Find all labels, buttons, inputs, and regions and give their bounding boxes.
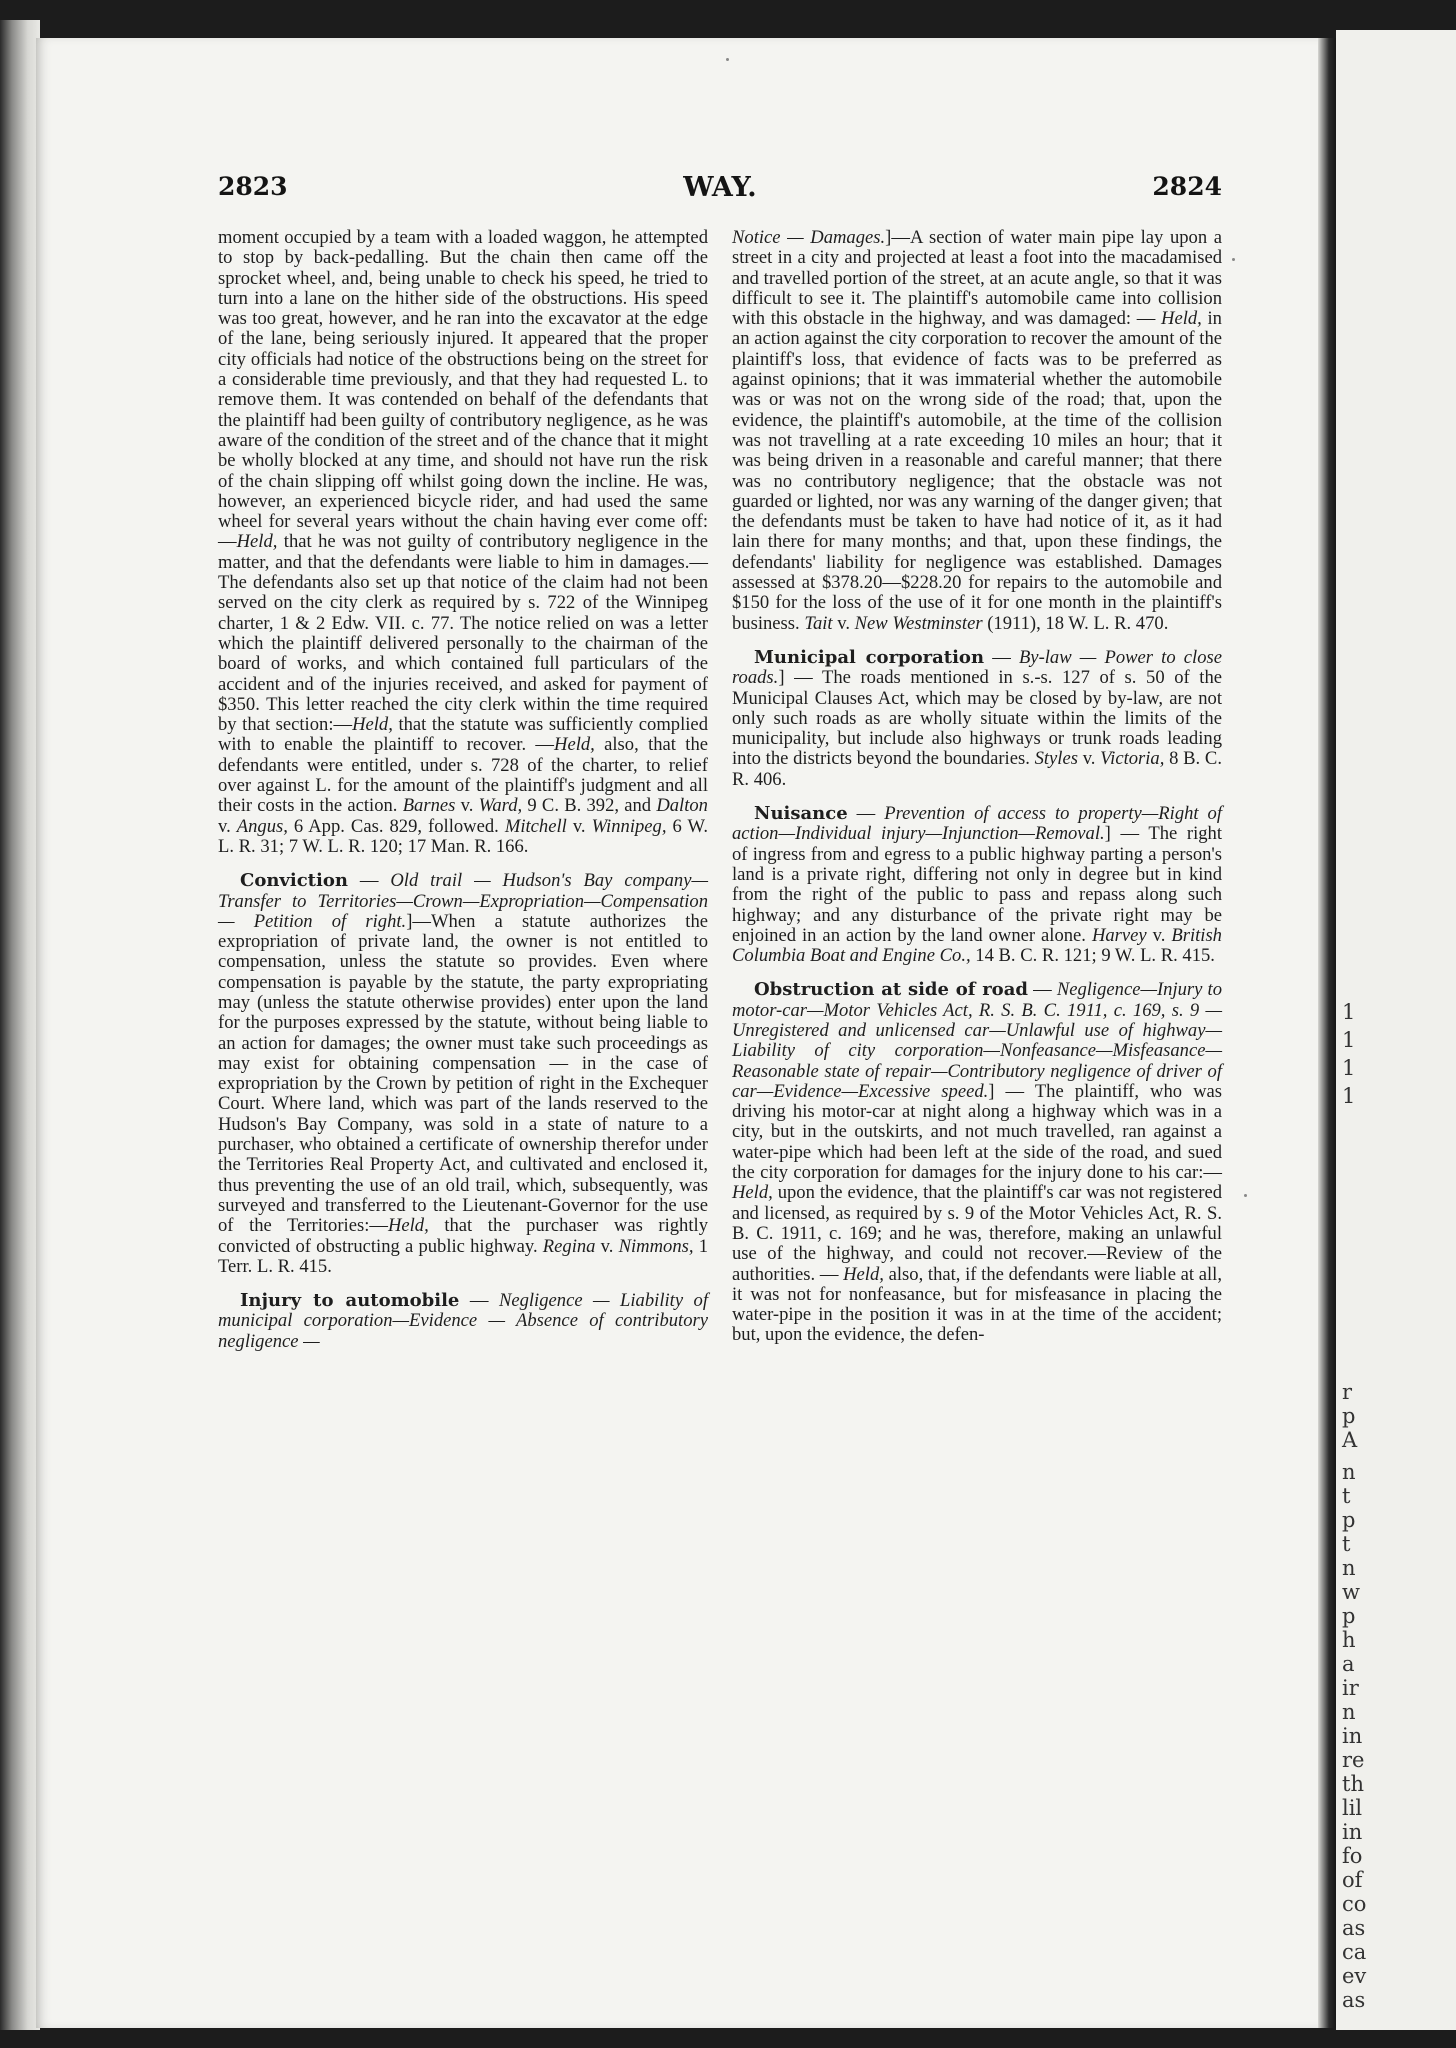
italic-run: Held,: [554, 734, 595, 756]
italic-run: Held,: [843, 1263, 884, 1285]
entry-conviction: [218, 871, 708, 1277]
text-run: —: [459, 1290, 499, 1312]
adjacent-page-text: w: [1342, 1580, 1360, 1604]
text-run: v.: [595, 1235, 619, 1257]
italic-run: New Westminster: [854, 612, 983, 634]
adjacent-page-text: p: [1342, 1604, 1356, 1628]
adjacent-page-text: re: [1342, 1748, 1365, 1772]
text-run: ]—When a statute authorizes the expropriation of private land, the owner is not entitled to compensation, unless the statute so provides. Even where compensation is payable by the statute, the party expropriating may (unless the statute otherwise provides) enter upon the land for the purposes expressed by the statute, without being liable to an action for damages; the owner must take such proceedings as may exist for obtaining compensation — in the case of expropriation by the Crown by petition of right in the Exchequer Court. Where land, which was part of the lands reserved to the Hudson's Bay Company, was sold in a state of nature to a purchaser, who obtained a certificate of ownership therefor under the Territories Real Property Act, and cultivated and enclosed it, thus preventing the use of an old trail, which, subsequently, was surveyed and transferred to the Lieutenant-Governor for the use of the Territories:—: [218, 910, 708, 1237]
italic-run: Negligence — Liability of municipal corporation—Evidence — Absence of contributory negligence —: [218, 1290, 709, 1352]
right-column: [732, 228, 1222, 1346]
italic-run: Held,: [1161, 308, 1202, 330]
italic-run: Prevention of access to property—Right of action—Individual injury—Injunction—Removal.: [732, 803, 1223, 845]
italic-run: Angus,: [236, 815, 288, 837]
text-run: v.: [566, 815, 592, 837]
italic-run: Tait: [804, 612, 833, 634]
text-run: —: [1027, 979, 1057, 1001]
text-run: 6 App. Cas. 829, followed.: [287, 815, 505, 837]
text-run: v.: [455, 795, 479, 817]
text-run: that he was not guilty of contributory negligence in the matter, and that the defendants were liable to him in damages.—The defendants also set up that notice of the claim had not been served on the city clerk as required by s. 722 of the Winnipeg charter, 1 & 2 Edw. VII. c. 77. The notice relied on was a letter which the plaintiff delivered personally to the chairman of the board of works, and which contained full particulars of the accident and of the injuries received, and asked for payment of $350. This letter reached the city clerk within the time required by that section:—: [218, 531, 708, 736]
adjacent-page-text: n: [1342, 1700, 1356, 1724]
entry-headword: Nuisance: [754, 803, 848, 825]
text-run: moment occupied by a team with a loaded waggon, he attempted to stop by back-pedalling. But the chain then came off the sprocket wheel, and, being unable to check his speed, he tried to turn into a lane on the hither side of the obstructions. His speed was too great, however, and he ran into the excavator at the edge of the lane, being seriously injured. It appeared that the proper city officials had notice of the obstructions being on the street for a considerable time previously, and that they had requested L. to remove them. It was contended on behalf of the defendants that the plaintiff had been guilty of contributory negligence, as he was aware of the condition of the street and of the chance that it might be wholly blocked at any time, and should not have run the risk of the chain slipping off whilst going down the incline. He was, however, an experienced bicycle rider, and had used the same wheel for several years without the chain having ever come off:—: [218, 227, 708, 553]
adjacent-page-text: as: [1342, 1916, 1366, 1940]
adjacent-page-text: n: [1342, 1556, 1356, 1580]
text-run: v.: [1146, 924, 1172, 946]
adjacent-page-text: r: [1342, 1380, 1353, 1404]
adjacent-page-text: th: [1342, 1772, 1364, 1796]
adjacent-page-text: p: [1342, 1404, 1356, 1428]
text-run: (1911), 18 W. L. R. 470.: [982, 612, 1169, 634]
italic-run: By-law — Power to close roads.: [732, 646, 1222, 689]
adjacent-page-text: 1: [1342, 1084, 1356, 1108]
adjacent-page-text: p: [1342, 1508, 1356, 1532]
text-run: 6 W. L. R. 31; 7 W. L. R. 120; 17 Man. R. 166.: [218, 815, 708, 857]
entry-obstruction-at-side-of-road: [732, 980, 1222, 1345]
adjacent-page-text: 1: [1342, 1000, 1356, 1024]
entry-headword: Injury to automobile: [240, 1290, 460, 1312]
italic-run: Harvey: [1091, 924, 1147, 946]
text-run: 9 C. B. 392, and: [522, 795, 657, 817]
text-run: v.: [218, 815, 237, 837]
adjacent-page-text: as: [1342, 1988, 1366, 2012]
adjacent-page-text: in: [1342, 1820, 1363, 1844]
italic-run: British Columbia Boat and Engine Co.,: [732, 924, 1222, 967]
italic-run: Held,: [352, 714, 393, 736]
text-run: v.: [1077, 748, 1101, 770]
left-page-edge: [0, 20, 40, 2030]
left-column: [218, 228, 708, 1352]
text-run: ] — The right of ingress from and egress to a public highway parting a person's land is a private right, differing not only in degree but in kind from the right of the public to pass and repass along such highway; and any disturbance of the private right may be enjoined in an action by the land owner alone.: [732, 823, 1222, 946]
adjacent-page-text: ir: [1342, 1676, 1359, 1700]
right-page-number: 2824: [1152, 172, 1222, 201]
italic-run: Old trail — Hudson's Bay company—Transfer to Territories—Crown—Expropriation—Compensation — Petition of right.: [218, 870, 708, 932]
adjacent-page-text: A: [1342, 1428, 1358, 1452]
text-run: 1 Terr. L. R. 415.: [218, 1235, 708, 1277]
italic-run: Regina: [542, 1235, 596, 1257]
italic-run: Ward,: [478, 795, 523, 817]
adjacent-page-text: n: [1342, 1460, 1356, 1484]
adjacent-page-text: t: [1342, 1484, 1351, 1508]
italic-run: Victoria,: [1100, 748, 1165, 770]
adjacent-page-text: lil: [1342, 1796, 1363, 1820]
entry-headword: Municipal corporation: [754, 646, 985, 668]
italic-run: Mitchell: [504, 815, 567, 837]
text-run: v.: [832, 612, 855, 634]
paragraph-continuation: [218, 228, 708, 857]
italic-run: Winnipeg,: [591, 815, 667, 837]
paragraph-continuation: [732, 228, 1222, 634]
scan-speck: [1244, 1194, 1247, 1197]
italic-run: Barnes: [402, 795, 456, 817]
text-run: —: [984, 646, 1019, 668]
italic-run: Held,: [732, 1182, 773, 1204]
italic-run: Nimmons,: [618, 1235, 694, 1257]
scan-speck: [1232, 258, 1235, 261]
book-gutter: [1318, 38, 1338, 2028]
text-run: 14 B. C. R. 121; 9 W. L. R. 415.: [970, 945, 1215, 967]
italic-run: Held,: [387, 1215, 429, 1237]
italic-run: Held,: [236, 531, 278, 553]
entry-injury-to-automobile: [218, 1291, 708, 1352]
entry-nuisance: [732, 804, 1222, 966]
italic-run: Negligence—Injury to motor-car—Motor Vehicles Act, R. S. B. C. 1911, c. 169, s. 9 — Unregistered and unlicensed car—Unlawful use of highway—Liability of city corporation—Nonfeasance—Misfeasance—Reasonable state of repair—Contributory negligence of driver of car—Evidence—Excessive speed.: [732, 979, 1223, 1102]
adjacent-page-fragment: [1336, 30, 1456, 2030]
text-run: ]—A section of water main pipe lay upon a street in a city and projected at least a foot into the macadamised and travelled portion of the street, at an acute angle, so that it was difficult to see it. The plaintiff's automobile came into collision with this obstacle in the highway, and was damaged: —: [732, 227, 1223, 330]
adjacent-page-text: co: [1342, 1892, 1367, 1916]
entry-headword: Conviction: [240, 870, 348, 892]
adjacent-page-text: ev: [1342, 1964, 1367, 1988]
left-page-number: 2823: [218, 172, 288, 201]
italic-run: Styles: [1034, 748, 1078, 770]
text-run: —: [847, 803, 885, 825]
running-title: WAY.: [683, 172, 757, 203]
entry-municipal-corporation: [732, 648, 1222, 790]
adjacent-page-text: of: [1342, 1868, 1363, 1892]
text-run: that the statute was sufficiently complied with to enable the plaintiff to recover. —: [218, 714, 708, 756]
text-run: also, that the defendants were entitled, under s. 728 of the charter, to relief over against L. for the amount of the plaintiff's judgment and all their costs in the action.: [218, 734, 708, 817]
text-run: in an action against the city corporation to recover the amount of the plaintiff's loss, that evidence of facts was to be preferred as against opinions; that it was immaterial whether the automobile was or was not on the wrong side of the road; that, upon the evidence, the plaintiff's automobile, at the time of the collision was not travelling at a rate exceeding 10 miles an hour; that it was being driven in a reasonable and careful manner; that there was no contributory negligence; that the obstacle was not guarded or lighted, nor was any warning of the danger given; that the defendants must be taken to have had notice of it, as it had lain there for many months; and that, upon these findings, the defendants' liability for negligence was established. Damages assessed at $378.20—$228.20 for repairs to the automobile and $150 for the loss of the use of it for one month in the plaintiff's business.: [732, 308, 1222, 634]
adjacent-page-text: h: [1342, 1628, 1356, 1652]
text-run: —: [347, 870, 391, 892]
text-run: also, that, if the defendants were liable at all, it was not for nonfeasance, but for misfeasance in placing the water-pipe in the position it was in at the time of the accident; but, upon the evidence, the defen-: [732, 1263, 1222, 1346]
page-header: [218, 172, 1222, 212]
scan-speck: [726, 58, 729, 61]
adjacent-page-text: 1: [1342, 1056, 1356, 1080]
adjacent-page-text: ca: [1342, 1940, 1367, 1964]
adjacent-page-text: a: [1342, 1652, 1355, 1676]
adjacent-page-text: in: [1342, 1724, 1363, 1748]
text-run: upon the evidence, that the plaintiff's car was not registered and licensed, as required by s. 9 of the Motor Vehicles Act, R. S. B. C. 1911, c. 169; and he was, therefore, making an unlawful use of the highway, and could not recover.—Review of the authorities. —: [732, 1182, 1222, 1285]
text-run: ] — The roads mentioned in s.-s. 127 of s. 50 of the Municipal Clauses Act, which may be closed by by-law, are not only such roads as are wholly situate within the limits of the municipality, but include also highways or trunk roads leading into the districts beyond the boundaries.: [732, 667, 1222, 770]
entry-headword: Obstruction at side of road: [754, 979, 1028, 1001]
text-run: that the purchaser was rightly convicted of obstructing a public highway.: [218, 1215, 708, 1257]
adjacent-page-text: 1: [1342, 1028, 1356, 1052]
text-run: ] — The plaintiff, who was driving his motor-car at night along a highway which was in a city, but in the outskirts, and not much travelled, ran against a water-pipe which had been left at the side of the road, and sued the city corporation for damages for the injury done to his car:—: [732, 1080, 1223, 1184]
adjacent-page-text: t: [1342, 1532, 1351, 1556]
adjacent-page-text: fo: [1342, 1844, 1363, 1868]
italic-run: Notice — Damages.: [732, 227, 886, 248]
italic-run: Dalton: [656, 795, 708, 817]
text-run: 8 B. C. R. 406.: [732, 748, 1222, 790]
